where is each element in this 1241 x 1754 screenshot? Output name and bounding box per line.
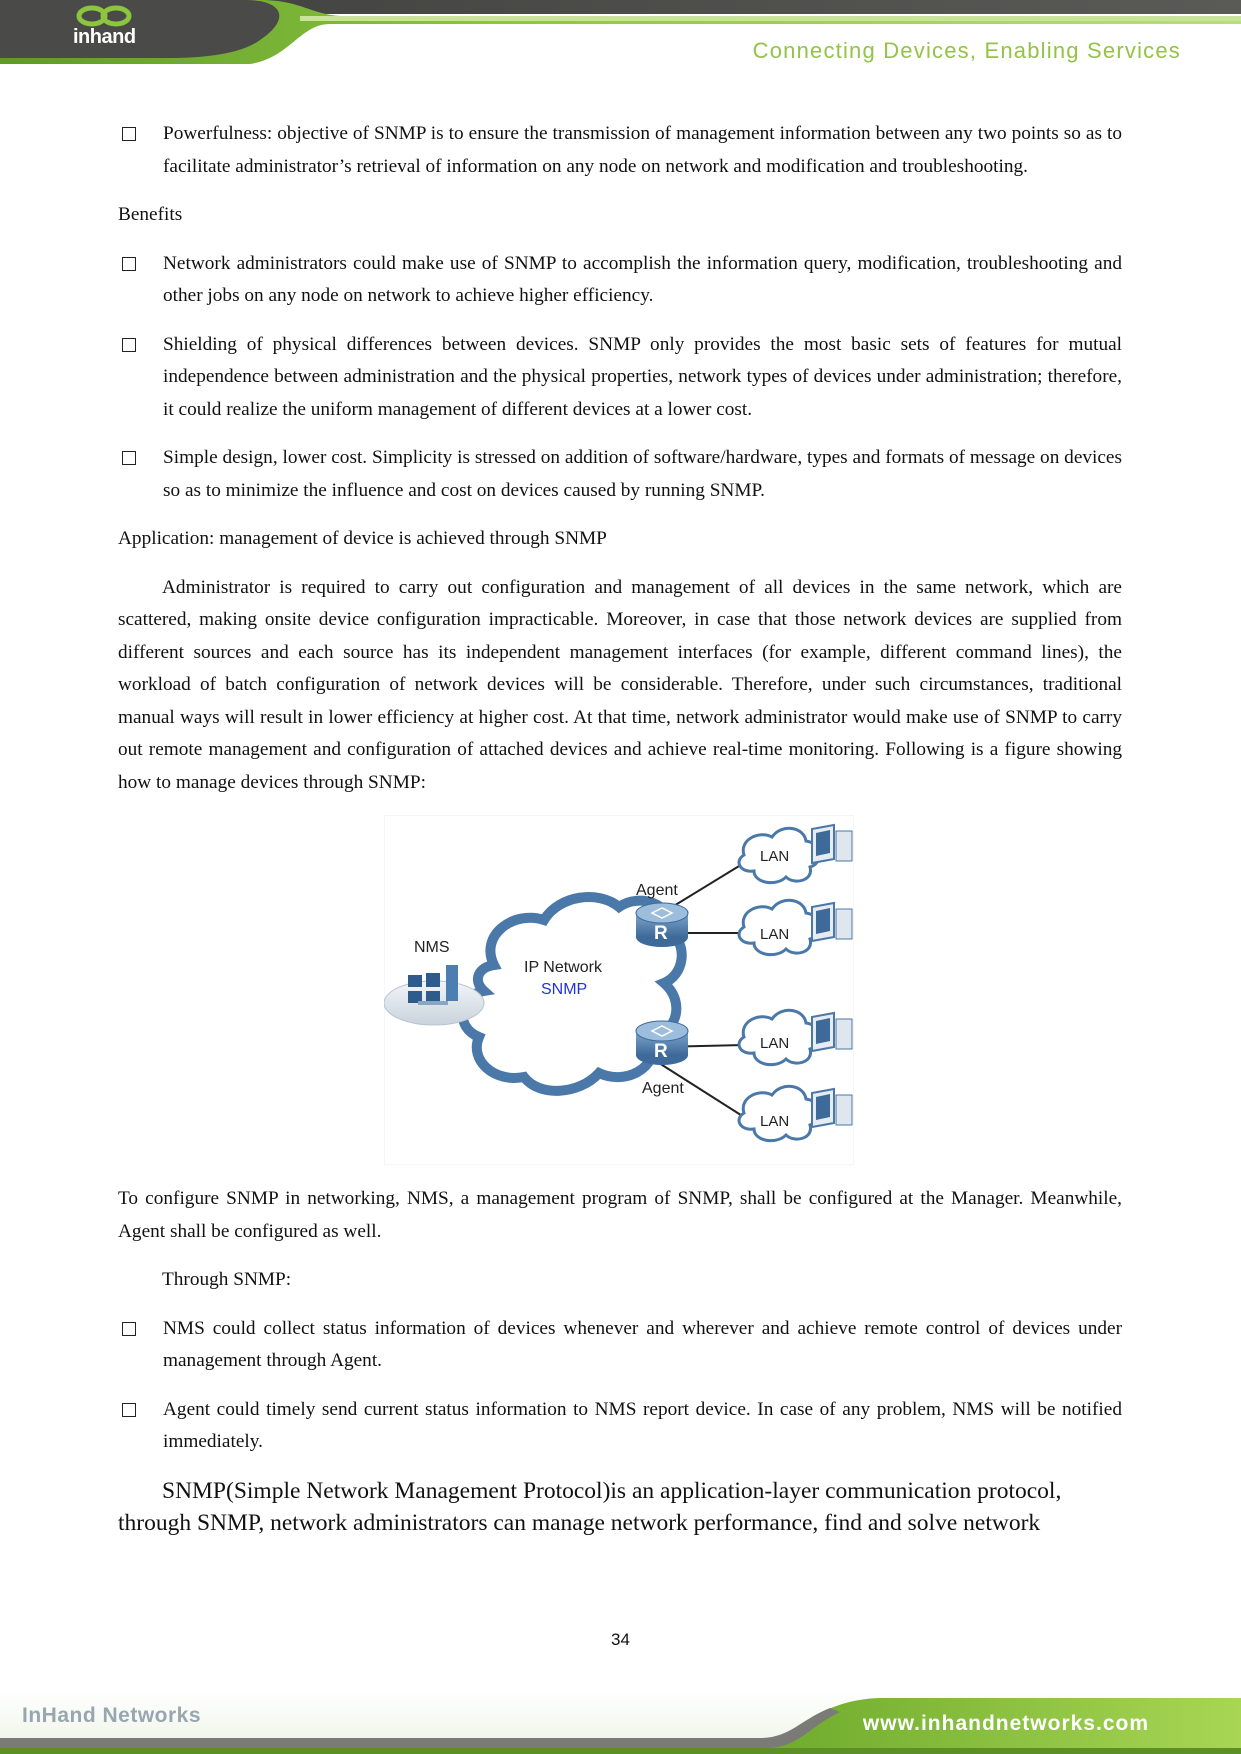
list-item (118, 1313, 1122, 1378)
body-paragraph: Administrator is required to carry out configuration and management of all devices in the same network, which are scattered, making onsite device configuration impracticable. Moreover, in case that those network devices are supplied from different sources and each source has its independent management interfaces (for example, different command lines), the workload of batch configuration of network devices will be considerable. Therefore, under such circumstances, traditional manual ways will result in lower efficiency at higher cost. At that time, network administrator would make use of SNMP to carry out remote management and configuration of attached devices and achieve real-time monitoring. Following is a figure showing how to manage devices through SNMP: (118, 576, 1122, 793)
lan-label: LAN (760, 1035, 790, 1052)
snmp-protocol-label: SNMP (541, 981, 588, 998)
brand-logo-text: inhand (73, 26, 136, 48)
lan-label: LAN (760, 926, 790, 943)
checkbox-bullet-icon (122, 338, 136, 352)
checkbox-bullet-icon (122, 1403, 136, 1417)
router-letter: R (654, 1041, 668, 1062)
bullet-text: Simple design, lower cost. Simplicity is stressed on addition of software/hardware, types and formats of message on devices so as to minimize the influence and cost on devices caused by running SNMP. (163, 447, 1122, 501)
list-item (118, 248, 1122, 313)
header-tagline: Connecting Devices, Enabling Services (752, 38, 1181, 63)
bullet-text: Shielding of physical differences between devices. SNMP only provides the most basic sets of features for mutual independence between administration and the physical properties, network types of devices under administration; therefore, it could realize the uniform management of different devices at a lower cost. (163, 333, 1122, 420)
list-item (118, 442, 1122, 507)
checkbox-bullet-icon (122, 257, 136, 271)
list-item (118, 1394, 1122, 1459)
workstation-icon (812, 825, 852, 863)
bullet-text: Powerfulness: objective of SNMP is to ensure the transmission of management information between any two points so as to facilitate administrator’s retrieval of information on any node on network and modification and troubleshooting. (163, 123, 1122, 177)
workstation-icon (812, 1089, 852, 1127)
checkbox-bullet-icon (122, 1322, 136, 1336)
section-heading: Benefits (118, 204, 183, 225)
list-item (118, 329, 1122, 427)
workstation-icon (812, 903, 852, 941)
page-header (0, 0, 1241, 70)
footer-website-link[interactable]: www.inhandnetworks.com (862, 1712, 1149, 1735)
snmp-network-diagram (384, 815, 854, 1165)
ip-network-label: IP Network (524, 959, 602, 976)
bullet-text: Network administrators could make use of SNMP to accomplish the information query, modification, troubleshooting and other jobs on any node on network to achieve higher efficiency. (163, 252, 1122, 306)
lan-label: LAN (760, 848, 790, 865)
lan-label: LAN (760, 1113, 790, 1130)
workstation-icon (812, 1013, 852, 1051)
section-heading: Application: management of device is achieved through SNMP (118, 528, 607, 549)
nms-label: NMS (414, 939, 450, 956)
document-body (118, 118, 1122, 1555)
checkbox-bullet-icon (122, 127, 136, 141)
bullet-text: Agent could timely send current status information to NMS report device. In case of any problem, NMS will be notified immediately. (163, 1398, 1122, 1452)
body-paragraph: To configure SNMP in networking, NMS, a management program of SNMP, shall be configured at the Manager. Meanwhile, Agent shall be configured as well. (118, 1188, 1122, 1242)
footer-company-name: InHand Networks (22, 1704, 202, 1727)
agent-label: Agent (642, 1080, 684, 1097)
router-letter: R (654, 923, 668, 944)
through-snmp-label: Through SNMP: (162, 1269, 292, 1290)
page-number: 34 (611, 1630, 630, 1649)
checkbox-bullet-icon (122, 451, 136, 465)
closing-paragraph: SNMP(Simple Network Management Protocol)is an application-layer communication protocol, through SNMP, network administrators can manage network performance, find and solve network (118, 1477, 1062, 1536)
bullet-text: NMS could collect status information of devices whenever and wherever and achieve remote control of devices under management through Agent. (163, 1317, 1122, 1371)
snmp-diagram-svg (384, 815, 854, 1165)
agent-label: Agent (636, 882, 678, 899)
list-item (118, 118, 1122, 183)
